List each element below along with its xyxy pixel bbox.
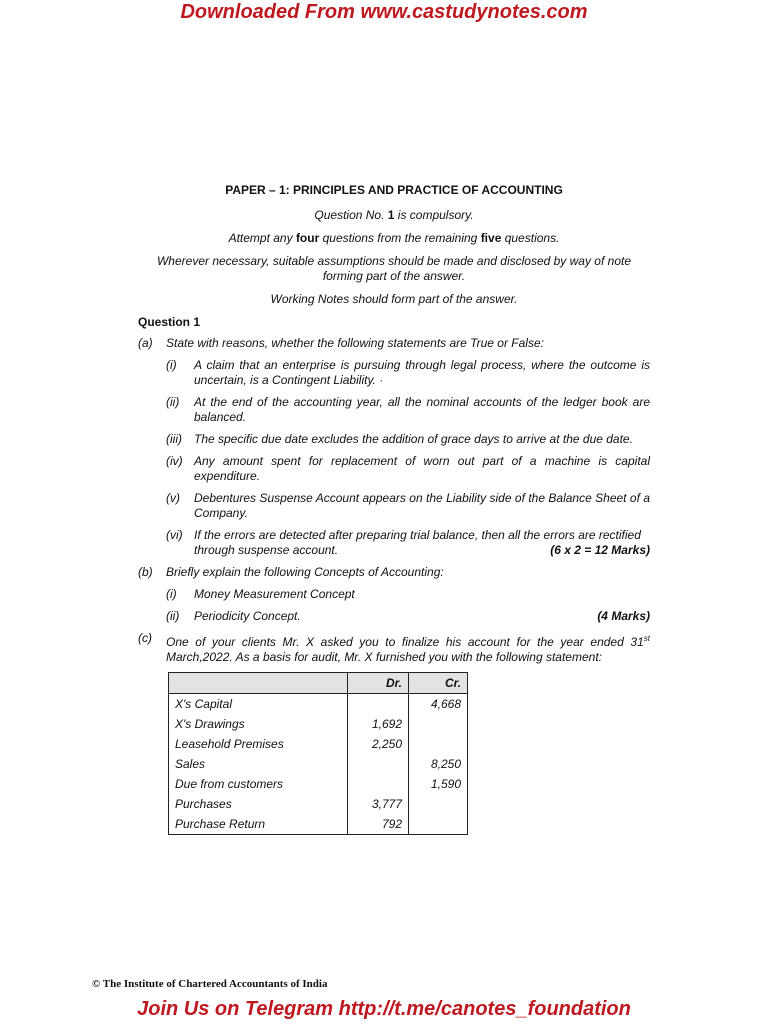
table-row: Leasehold Premises 2,250 (169, 734, 468, 754)
part-b: (b) Briefly explain the following Concepts of Accounting: (138, 565, 444, 579)
list-item: (iii) The specific due date excludes the addition of grace days to arrive at the due date. (166, 432, 633, 446)
instruction-attempt: Attempt any four questions from the remaining five questions. (228, 231, 560, 245)
marks-label: (6 x 2 = 12 Marks) (550, 543, 650, 557)
table-row: Sales 8,250 (169, 754, 468, 774)
table-row: X's Drawings 1,692 (169, 714, 468, 734)
list-item: (ii) Periodicity Concept. (4 Marks) (166, 609, 650, 623)
table-row: Due from customers 1,590 (169, 774, 468, 794)
document-body (138, 183, 650, 835)
table-header-row: Dr. Cr. (169, 673, 468, 694)
list-item: (ii) At the end of the accounting year, all the nominal accounts of the ledger book are balanced. (166, 395, 650, 424)
part-a: (a) State with reasons, whether the following statements are True or False: (138, 336, 544, 350)
paper-title: PAPER – 1: PRINCIPLES AND PRACTICE OF ACCOUNTING (225, 183, 563, 197)
table-row: Purchases 3,777 (169, 794, 468, 814)
instruction-compulsory: Question No. 1 is compulsory. (314, 208, 474, 222)
list-item: (iv) Any amount spent for replacement of worn out part of a machine is capital expenditure. (166, 454, 650, 483)
part-c: (c) One of your clients Mr. X asked you to finalize his account for the year ended 31st March,2022. As a basis for audit, Mr. X furnished you with the following statement: (138, 631, 650, 664)
question-heading: Question 1 (138, 315, 201, 329)
copyright-notice: © The Institute of Chartered Accountants of India (92, 978, 328, 990)
trial-statement-table (168, 672, 468, 835)
download-banner: Downloaded From www.castudynotes.com (180, 1, 588, 23)
list-item: (i) A claim that an enterprise is pursuing through legal process, where the outcome is uncertain, is a Contingent Liability. · (166, 358, 650, 387)
list-item: (v) Debentures Suspense Account appears on the Liability side of the Balance Sheet of a Company. (166, 491, 650, 520)
table-row: Purchase Return 792 (169, 814, 468, 835)
instruction-assumptions: Wherever necessary, suitable assumptions should be made and disclosed by way of note forming part of the answer. (156, 254, 632, 283)
table-row: X's Capital 4,668 (169, 694, 468, 715)
list-item: (i) Money Measurement Concept (166, 587, 355, 601)
instruction-working-notes: Working Notes should form part of the answer. (270, 292, 518, 306)
list-item: (vi) If the errors are detected after preparing trial balance, then all the errors are rectified through suspense account. (6 x 2 = 12 Marks) (166, 528, 650, 557)
telegram-banner: Join Us on Telegram http://t.me/canotes_foundation (137, 998, 631, 1020)
marks-label: (4 Marks) (597, 609, 650, 623)
